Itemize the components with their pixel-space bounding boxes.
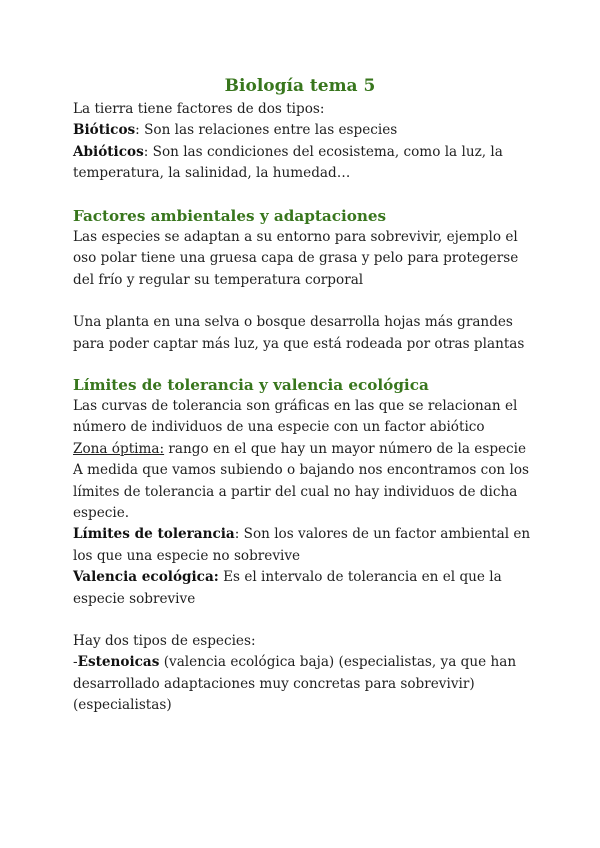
page-title: Biología tema 5 xyxy=(224,76,376,96)
abioticos-definition xyxy=(73,142,543,185)
valencia-definition xyxy=(73,567,543,610)
zona-optima-definition xyxy=(73,439,543,460)
section-heading-factores: Factores ambientales y adaptaciones xyxy=(73,207,387,225)
limites-tolerancia-term: Límites de tolerancia xyxy=(73,526,235,543)
bioticos-term: Bióticos xyxy=(73,122,136,139)
factores-paragraph-2: Una planta en una selva o bosque desarrolla hojas más grandes para poder captar más luz, ya que está rodeada por otras plantas xyxy=(73,314,525,352)
estenoicas-term: Estenoicas xyxy=(77,654,160,671)
limites-tolerancia-definition xyxy=(73,524,543,567)
estenoicas-prefix: - xyxy=(73,654,78,671)
zona-optima-text: rango en el que hay un mayor número de la especie xyxy=(164,440,527,457)
tipos-intro: Hay dos tipos de especies: xyxy=(73,633,256,650)
valencia-term: Valencia ecológica: xyxy=(73,569,219,586)
section-limites xyxy=(73,374,543,717)
abioticos-text: : Son las condiciones del ecosistema, como la luz, la temperatura, la salinidad, la humedad… xyxy=(73,143,503,182)
abioticos-term: Abióticos xyxy=(73,143,144,160)
limites-paragraph-1: Las curvas de tolerancia son gráficas en las que se relacionan el número de individuos de una especie con un factor abiótico xyxy=(73,398,518,436)
section-heading-limites: Límites de tolerancia y valencia ecológica xyxy=(73,376,429,394)
intro-block xyxy=(73,99,543,185)
limites-tolerancia-text: : Son los valores de un factor ambiental en los que una especie no sobrevive xyxy=(73,526,531,564)
estenoicas-definition xyxy=(73,652,543,716)
bioticos-definition xyxy=(73,120,543,141)
factores-paragraph-1: Las especies se adaptan a su entorno para sobrevivir, ejemplo el oso polar tiene una gruesa capa de grasa y pelo para protegerse del frío y regular su temperatura corporal xyxy=(73,229,519,288)
valencia-text: Es el intervalo de tolerancia en el que la especie sobrevive xyxy=(73,569,502,607)
estenoicas-text: (valencia ecológica baja) (especialistas, ya que han desarrollado adaptaciones muy concretas para sobrevivir)(especialistas) xyxy=(73,654,517,714)
intro-line: La tierra tiene factores de dos tipos: xyxy=(73,101,325,117)
zona-optima-term: Zona óptima: xyxy=(73,440,165,457)
bioticos-text: : Son las relaciones entre las especies xyxy=(135,122,398,139)
limites-paragraph-2: A medida que vamos subiendo o bajando nos encontramos con los límites de tolerancia a partir del cual no hay individuos de dicha especie. xyxy=(73,462,530,522)
section-factores xyxy=(73,205,543,355)
